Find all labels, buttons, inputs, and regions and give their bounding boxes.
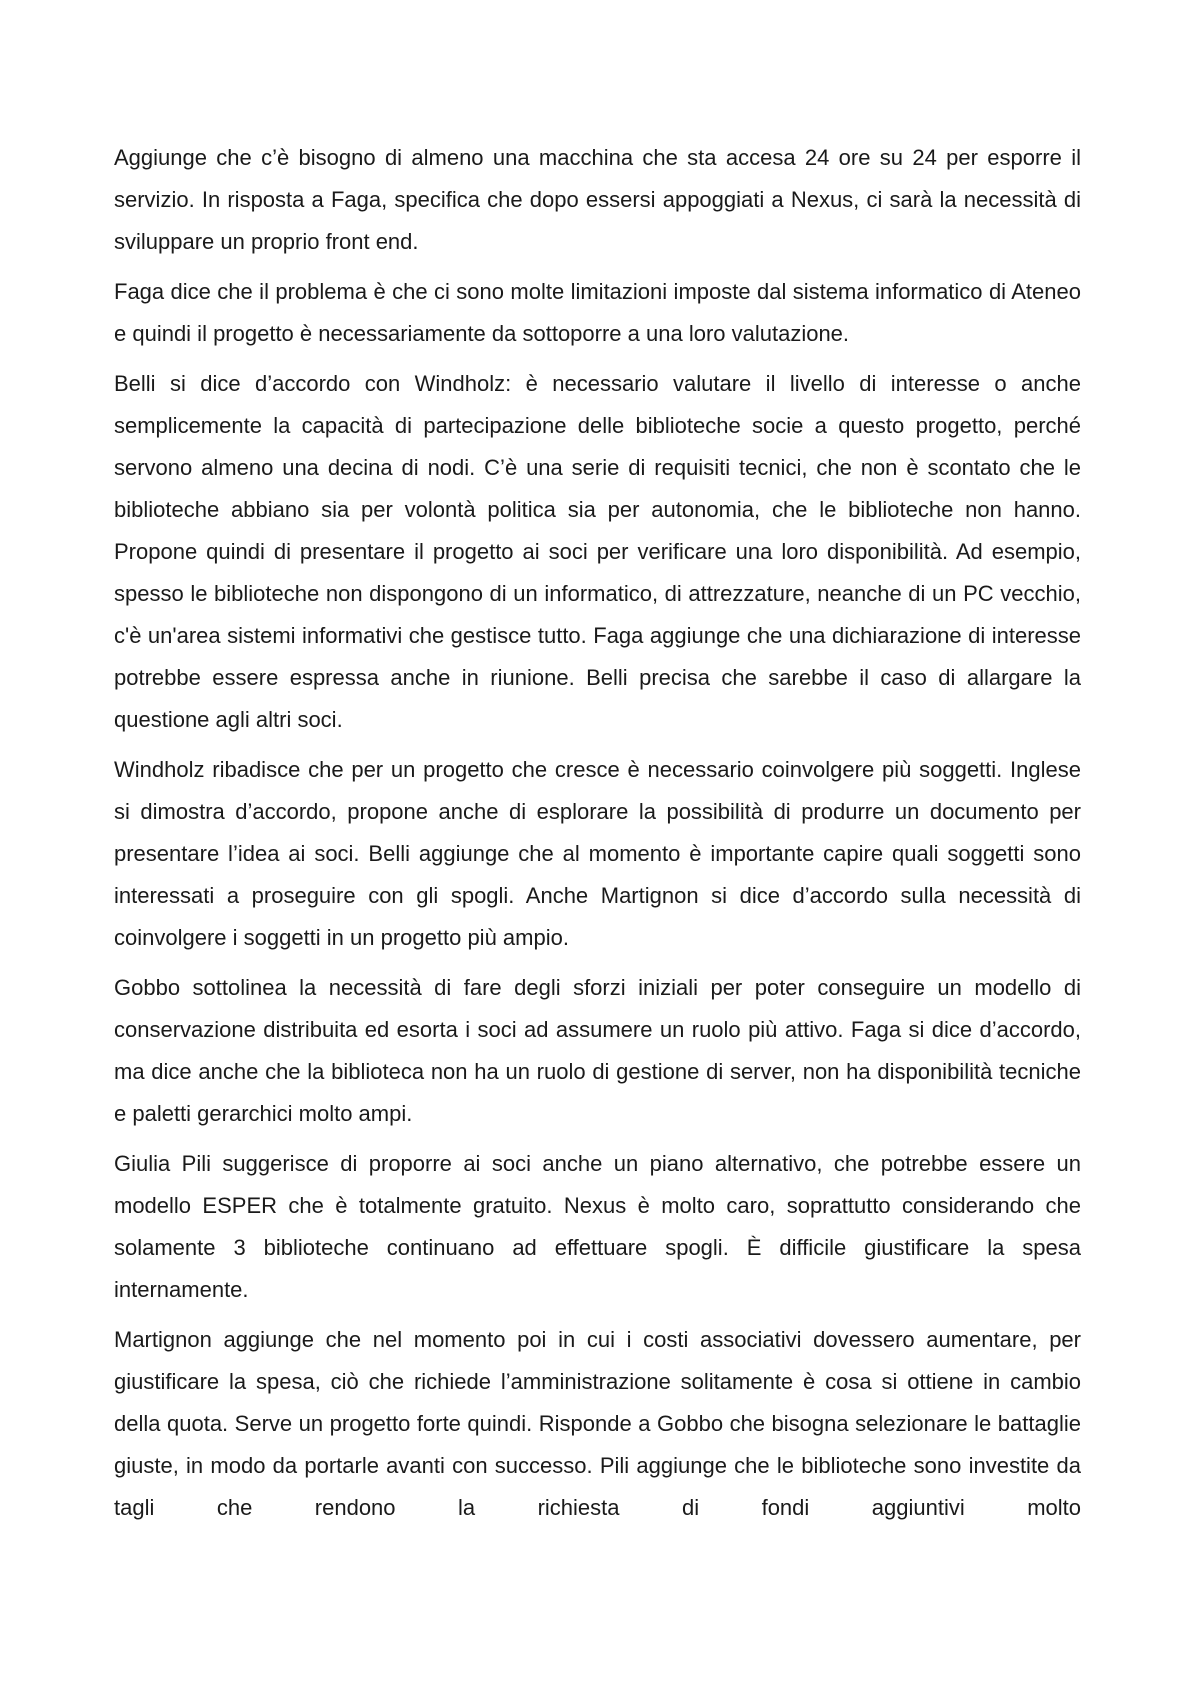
paragraph-7: Martignon aggiunge che nel momento poi in cui i costi associativi dovessero aumentare, per giustificare la spesa, ciò che richiede l’amministrazione solitamente è cosa si ottiene in cambio della quota. Serve un progetto forte quindi. Risponde a Gobbo che bisogna selezionare le battaglie giuste, in modo da portarle avanti con successo. Pili aggiunge che le biblioteche sono investite da tagli che rendono la richiesta di fondi aggiuntivi molto — [114, 1327, 1081, 1520]
paragraph-6: Giulia Pili suggerisce di proporre ai soci anche un piano alternativo, che potrebbe essere un modello ESPER che è totalmente gratuito. Nexus è molto caro, soprattutto considerando che solamente 3 biblioteche continuano ad effettuare spogli. È difficile giustificare la spesa internamente. — [114, 1151, 1081, 1302]
paragraph-1: Aggiunge che c’è bisogno di almeno una macchina che sta accesa 24 ore su 24 per esporre il servizio. In risposta a Faga, specifica che dopo essersi appoggiati a Nexus, ci sarà la necessità di sviluppare un proprio front end. — [114, 145, 1081, 254]
document-body — [114, 137, 1081, 1537]
paragraph-4: Windholz ribadisce che per un progetto che cresce è necessario coinvolgere più soggetti. Inglese si dimostra d’accordo, propone anche di esplorare la possibilità di produrre un documento per presentare l’idea ai soci. Belli aggiunge che al momento è importante capire quali soggetti sono interessati a proseguire con gli spogli. Anche Martignon si dice d’accordo sulla necessità di coinvolgere i soggetti in un progetto più ampio. — [114, 757, 1081, 950]
paragraph-3: Belli si dice d’accordo con Windholz: è necessario valutare il livello di interesse o anche semplicemente la capacità di partecipazione delle biblioteche socie a questo progetto, perché servono almeno una decina di nodi. C’è una serie di requisiti tecnici, che non è scontato che le biblioteche abbiano sia per volontà politica sia per autonomia, che le biblioteche non hanno. Propone quindi di presentare il progetto ai soci per verificare una loro disponibilità. Ad esempio, spesso le biblioteche non dispongono di un informatico, di attrezzature, neanche di un PC vecchio, c'è un'area sistemi informativi che gestisce tutto. Faga aggiunge che una dichiarazione di interesse potrebbe essere espressa anche in riunione. Belli precisa che sarebbe il caso di allargare la questione agli altri soci. — [114, 371, 1081, 732]
paragraph-5: Gobbo sottolinea la necessità di fare degli sforzi iniziali per poter conseguire un modello di conservazione distribuita ed esorta i soci ad assumere un ruolo più attivo. Faga si dice d’accordo, ma dice anche che la biblioteca non ha un ruolo di gestione di server, non ha disponibilità tecniche e paletti gerarchici molto ampi. — [114, 975, 1081, 1126]
paragraph-2: Faga dice che il problema è che ci sono molte limitazioni imposte dal sistema informatico di Ateneo e quindi il progetto è necessariamente da sottoporre a una loro valutazione. — [114, 279, 1081, 346]
